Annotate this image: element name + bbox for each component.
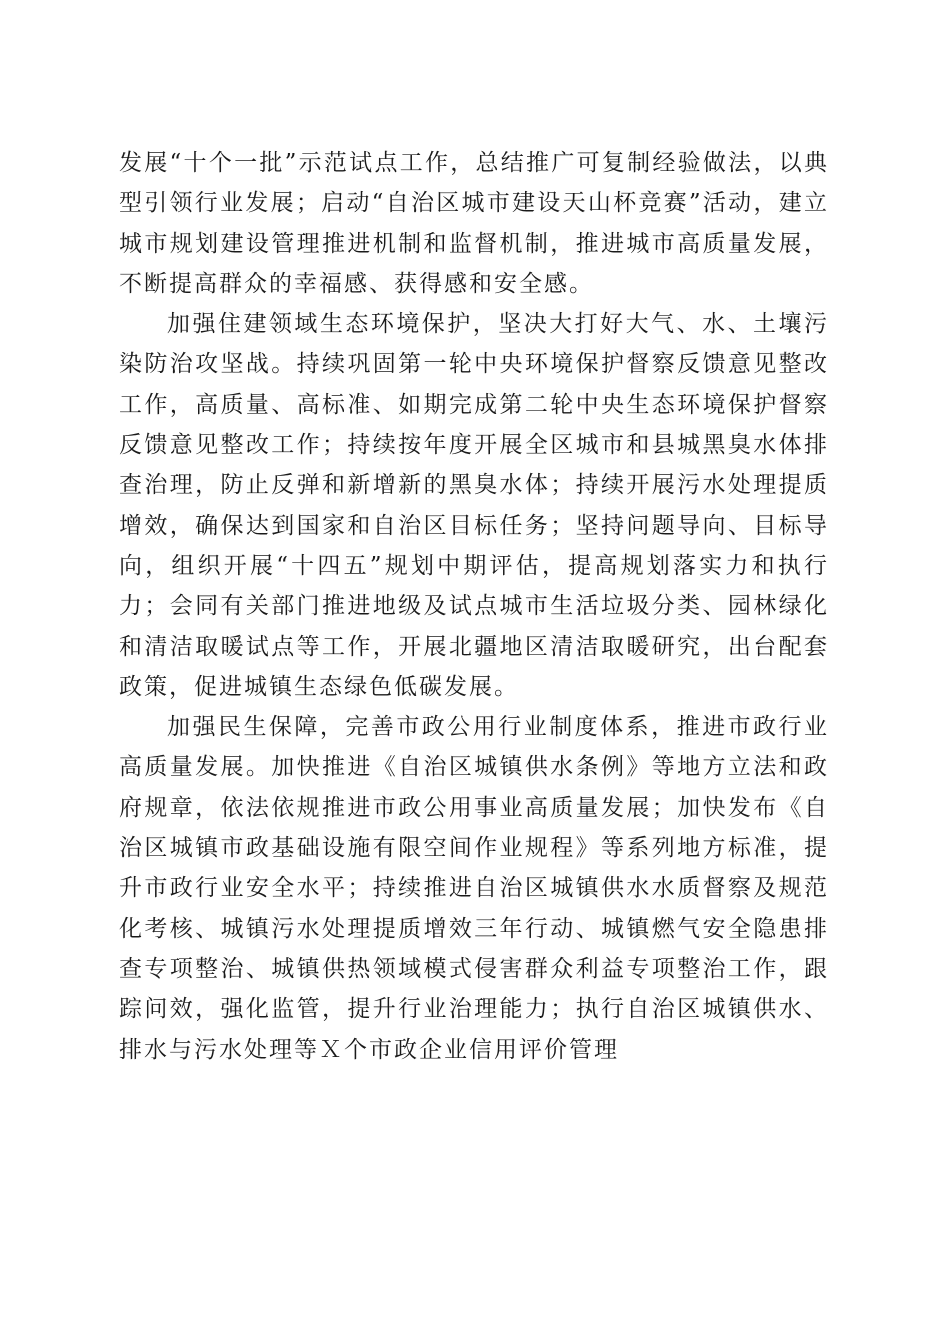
paragraph-ecological-protection: 加强住建领域生态环境保护，坚决大打好大气、水、土壤污染防治攻坚战。持续巩固第一轮中央环境保护督察反馈意见整改工作，高质量、高标准、如期完成第二轮中央生态环境保护督察反馈意见整改工作；持续按年度开展全区城市和县城黑臭水体排查治理，防止反弹和新增新的黑臭水体；持续开展污水处理提质增效，确保达到国家和自治区目标任务；坚持问题导向、目标导向，组织开展“十四五”规划中期评估，提高规划落实力和执行力；会同有关部门推进地级及试点城市生活垃圾分类、园林绿化和清洁取暖试点等工作，开展北疆地区清洁取暖研究，出台配套政策，促进城镇生态绿色低碳发展。 [119,311,829,700]
paragraph-continued: 发展“十个一批”示范试点工作，总结推广可复制经验做法，以典型引领行业发展；启动“自治区城市建设天山杯竞赛”活动，建立城市规划建设管理推进机制和监督机制，推进城市高质量发展，不断提高群众的幸福感、获得感和安全感。 [119,150,829,297]
document-body [119,143,829,1070]
paragraph-livelihood-security: 加强民生保障，完善市政公用行业制度体系，推进市政行业高质量发展。加快推进《自治区城镇供水条例》等地方立法和政府规章，依法依规推进市政公用事业高质量发展；加快发布《自治区城镇市政基础设施有限空间作业规程》等系列地方标准，提升市政行业安全水平；持续推进自治区城镇供水水质督察及规范化考核、城镇污水处理提质增效三年行动、城镇燃气安全隐患排查专项整治、城镇供热领域模式侵害群众利益专项整治工作，跟踪问效，强化监管，提升行业治理能力；执行自治区城镇供水、排水与污水处理等Ｘ个市政企业信用评价管理 [119,714,829,1063]
